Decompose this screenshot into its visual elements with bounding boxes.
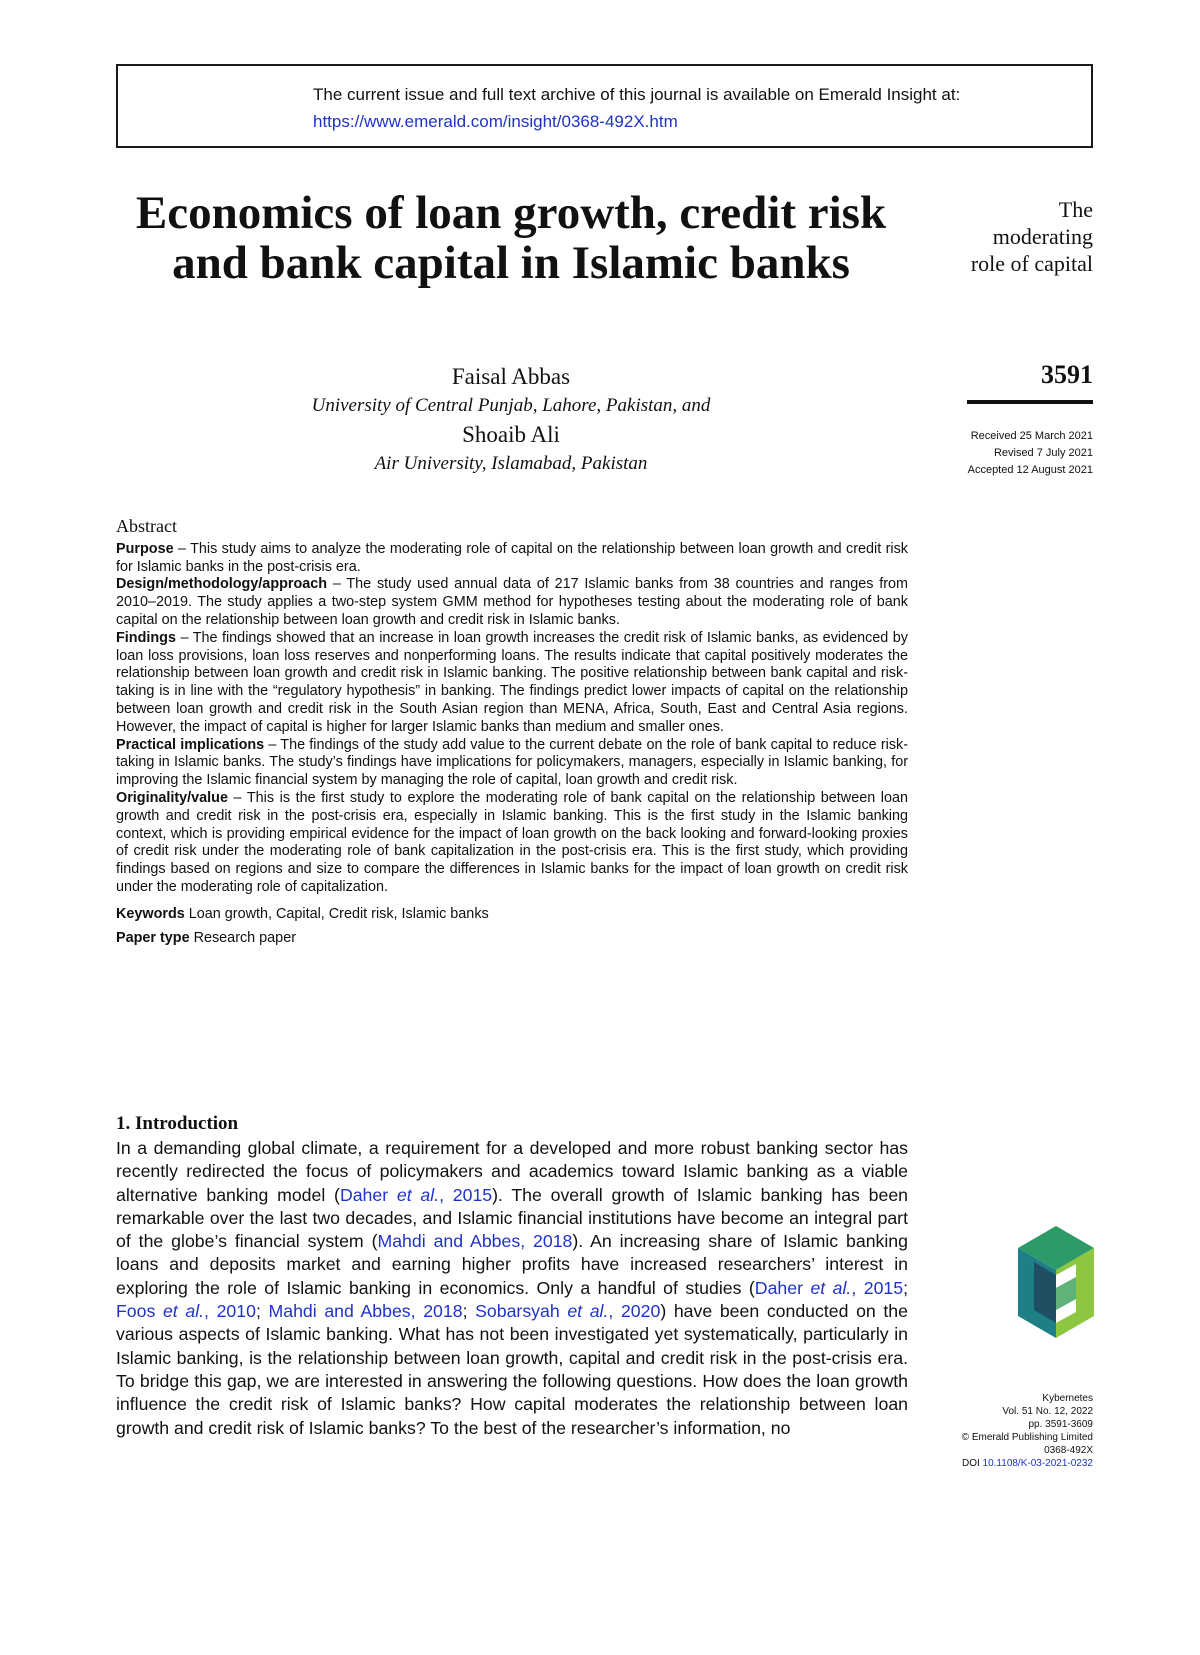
abstract: [116, 518, 908, 949]
author-block: [116, 362, 906, 478]
citation-link[interactable]: Mahdi and Abbes, 2018: [268, 1301, 463, 1322]
journal-colophon: [930, 1392, 1093, 1470]
citation-link[interactable]: Mahdi and Abbes, 2018: [377, 1231, 573, 1252]
abstract-section-purpose: Purpose – This study aims to analyze the moderating role of capital on the relationship between loan growth and credit risk for Islamic banks in the post-crisis era.: [116, 540, 908, 575]
journal-volume: Vol. 51 No. 12, 2022: [1002, 1406, 1093, 1417]
banner-text: The current issue and full text archive of this journal is available on Emerald Insight at:: [313, 85, 961, 104]
doi-link[interactable]: 10.1108/K-03-2021-0232: [982, 1458, 1093, 1469]
author-name: Faisal Abbas: [451, 364, 571, 389]
journal-availability-banner: [116, 64, 1093, 148]
keywords: Keywords Loan growth, Capital, Credit risk, Islamic banks: [116, 905, 489, 922]
revised-date: Revised 7 July 2021: [993, 447, 1093, 459]
received-date: Received 25 March 2021: [970, 430, 1093, 442]
abstract-section-implications: Practical implications – The findings of the study add value to the current debate on the role of bank capital to reduce risk-taking in Islamic banks. The study’s findings have implications for policymakers, managers, especially in Islamic banking, for improving the Islamic financial system by managing the role of capital, loan growth and credit risk.: [116, 736, 909, 789]
introduction-paragraph: In a demanding global climate, a requirement for a developed and more robust banking sector has recently redirected the focus of policymakers and academics toward Islamic banking as a viable alternative banking model (Daher et al., 2015). The overall growth of Islamic banking has been remarkable over the last two decades, and Islamic financial institutions have become an integral part of the globe’s financial system (Mahdi and Abbes, 2018). An increasing share of Islamic banking loans and deposits market and earning higher profits have increased researchers’ interest in exploring the role of Islamic banking in economics. Only a handful of studies (Daher et al., 2015; Foos et al., 2010; Mahdi and Abbes, 2018; Sobarsyah et al., 2020) have been conducted on the various aspects of Islamic banking. What has not been investigated yet systematically, particularly in Islamic banking, is the relationship between loan growth, capital and credit risk in the post-crisis era. To bridge this gap, we are interested in answering the following questions. How does the loan growth influence the credit risk of Islamic banks? How capital moderates the relationship between loan growth and credit risk of Islamic banks? To the best of the researcher’s information, no: [116, 1138, 909, 1438]
author-affiliation: University of Central Punjab, Lahore, Pakistan, and: [311, 395, 711, 416]
copyright: © Emerald Publishing Limited: [961, 1432, 1093, 1443]
running-head: The moderating role of capital: [970, 197, 1093, 276]
journal-pages: pp. 3591-3609: [1028, 1419, 1093, 1430]
citation-link[interactable]: Daher et al., 2015: [339, 1184, 493, 1205]
citation-link[interactable]: Daher et al., 2015: [754, 1277, 904, 1298]
journal-url-link[interactable]: https://www.emerald.com/insight/0368-492X.htm: [313, 112, 678, 131]
citation-link[interactable]: Sobarsyah et al., 2020: [475, 1301, 661, 1322]
journal-name: Kybernetes: [1042, 1393, 1093, 1404]
article-history: [930, 428, 1093, 479]
divider: [967, 400, 1093, 404]
doi-line: DOI 10.1108/K-03-2021-0232: [961, 1458, 1093, 1469]
emerald-logo-icon: [1016, 1224, 1096, 1340]
abstract-heading: Abstract: [116, 516, 177, 536]
author-affiliation: Air University, Islamabad, Pakistan: [374, 453, 648, 474]
abstract-section-findings: Findings – The findings showed that an increase in loan growth increases the credit risk of Islamic banks, as evidenced by loan loss provisions, loan loss reserves and nonperforming loans. The results indicate that capital positively moderates the relationship between loan growth and credit risk in Islamic banking. The positive relationship between bank capital and risk-taking is in line with the “regulatory hypothesis” in banking. The findings predict lower impacts of capital on the relationship between loan growth and credit risk in the South Asian region than MENA, Africa, South, East and Central Asia regions. However, the impact of capital is higher for larger Islamic banks than medium and smaller ones.: [116, 629, 908, 735]
abstract-section-design: Design/methodology/approach – The study used annual data of 217 Islamic banks from 38 countries and ranges from 2010–2019. The study applies a two-step system GMM method for hypotheses testing about the moderating role of bank capital on the relationship between loan growth and credit risk in Islamic banks.: [116, 576, 908, 628]
paper-type: Paper type Research paper: [116, 929, 296, 946]
accepted-date: Accepted 12 August 2021: [967, 464, 1093, 476]
issn: 0368-492X: [1044, 1445, 1093, 1456]
page-number: 3591: [1041, 360, 1093, 389]
author-name: Shoaib Ali: [462, 422, 560, 447]
citation-link[interactable]: Foos et al., 2010: [116, 1301, 256, 1322]
section-heading: 1. Introduction: [116, 1113, 239, 1134]
article-title: Economics of loan growth, credit risk and bank capital in Islamic banks: [135, 187, 887, 289]
introduction-section: [116, 1112, 908, 1440]
abstract-section-originality: Originality/value – This is the first study to explore the moderating role of bank capital on the relationship between loan growth and credit risk in the post-crisis era, especially in Islamic banking. This is the first study in the Islamic banking context, which is providing empirical evidence for the impact of loan growth on the back looking and forward-looking proxies of credit risk under the moderating role of bank capitalization in the post-crisis era. This is the first study, which providing findings based on regions and size to compare the differences in Islamic banks for the impact of loan growth on credit risk under the moderating role of capitalization.: [116, 789, 908, 895]
